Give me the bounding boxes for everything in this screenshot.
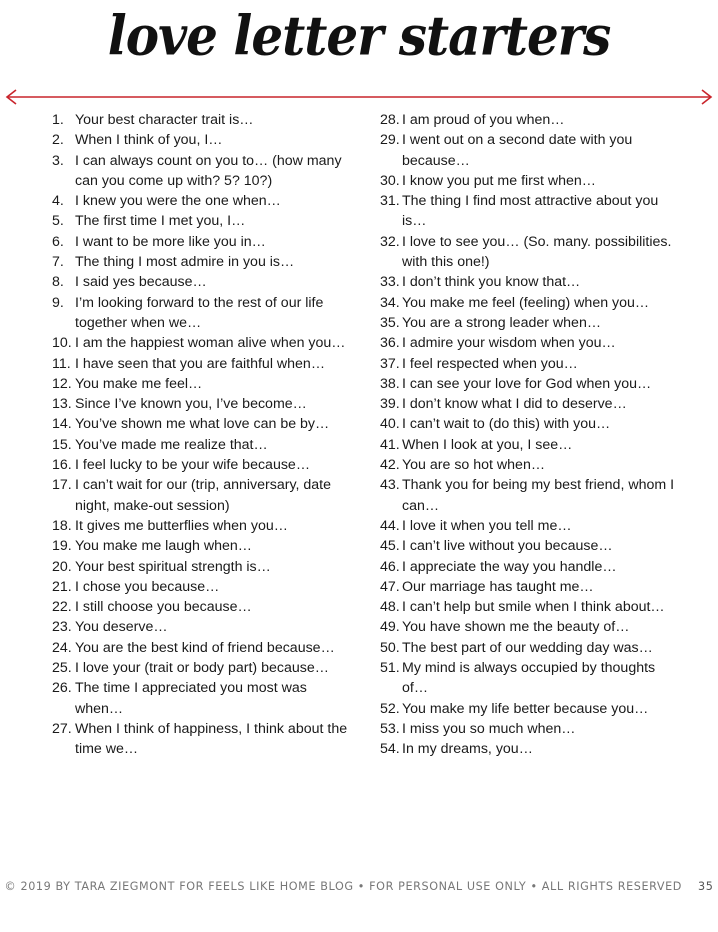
item-number: 10. <box>52 335 72 352</box>
item-number: 19. <box>52 538 72 555</box>
item-text: I can’t live without you because… <box>402 538 613 555</box>
item-number: 21. <box>52 578 72 595</box>
list-item <box>380 191 680 232</box>
item-number: 53. <box>380 720 400 737</box>
item-text: I love to see you… (So. many. possibilities. with this one!) <box>402 233 672 271</box>
item-text: When I think of you, I… <box>75 132 223 149</box>
item-number: 9. <box>52 294 64 311</box>
item-number: 12. <box>52 375 72 392</box>
list-item <box>52 252 352 272</box>
item-text: Since I’ve known you, I’ve become… <box>75 396 307 413</box>
list-item <box>380 638 680 658</box>
item-text: I feel respected when you… <box>402 355 578 372</box>
list-item <box>380 414 680 434</box>
item-text: You are the best kind of friend because… <box>75 639 335 656</box>
list-item <box>52 597 352 617</box>
list-item <box>52 557 352 577</box>
item-text: You make me laugh when… <box>75 538 252 555</box>
item-text: I still choose you because… <box>75 599 252 616</box>
item-text: Your best character trait is… <box>75 112 254 128</box>
item-text: You’ve shown me what love can be by… <box>75 416 330 433</box>
list-item <box>52 617 352 637</box>
list-item <box>380 272 680 292</box>
list-item <box>380 617 680 637</box>
item-text: You deserve… <box>75 619 168 636</box>
item-number: 16. <box>52 457 72 474</box>
item-number: 33. <box>380 274 400 291</box>
list-item <box>380 739 680 759</box>
item-text: You have shown me the beauty of… <box>402 619 630 636</box>
item-number: 35. <box>380 314 400 331</box>
item-text: In my dreams, you… <box>402 741 533 758</box>
item-text: I am the happiest woman alive when you… <box>75 335 346 352</box>
list-item <box>380 232 680 273</box>
item-number: 6. <box>52 233 64 250</box>
arrow-divider <box>4 88 714 106</box>
item-text: You make me feel… <box>75 375 203 392</box>
item-text: I can see your love for God when you… <box>402 375 652 392</box>
item-text: Thank you for being my best friend, whom I can… <box>402 477 675 514</box>
list-item <box>380 313 680 333</box>
item-number: 26. <box>52 680 72 697</box>
item-number: 17. <box>52 477 72 494</box>
item-text: I feel lucky to be your wife because… <box>75 457 311 474</box>
item-number: 32. <box>380 233 400 250</box>
item-number: 4. <box>52 193 64 210</box>
item-number: 14. <box>52 416 72 433</box>
item-number: 31. <box>380 193 400 210</box>
item-number: 29. <box>380 132 400 149</box>
list-item <box>52 354 352 374</box>
item-text: I chose you because… <box>75 578 220 595</box>
item-text: My mind is always occupied by thoughts of… <box>402 660 656 697</box>
item-number: 25. <box>52 660 72 677</box>
item-number: 27. <box>52 720 72 737</box>
item-text: I can’t wait to (do this) with you… <box>402 416 611 433</box>
item-text: The thing I find most attractive about you is… <box>402 193 659 230</box>
list-item <box>52 678 352 719</box>
item-number: 46. <box>380 558 400 575</box>
item-number: 41. <box>380 436 400 453</box>
list-item <box>380 293 680 313</box>
item-text: I knew you were the one when… <box>75 193 281 210</box>
item-text: I don’t think you know that… <box>402 274 581 291</box>
item-number: 28. <box>380 112 400 128</box>
list-item <box>380 394 680 414</box>
list-item <box>52 638 352 658</box>
item-number: 39. <box>380 396 400 413</box>
item-text: Our marriage has taught me… <box>402 578 594 595</box>
list-item <box>52 719 352 760</box>
footer <box>0 880 718 893</box>
item-text: I don’t know what I did to deserve… <box>402 396 627 413</box>
list-item <box>380 557 680 577</box>
item-number: 48. <box>380 599 400 616</box>
starters-list-right <box>380 110 680 760</box>
item-text: I love it when you tell me… <box>402 517 572 534</box>
page-number: 35 <box>698 880 714 893</box>
item-text: I love your (trait or body part) because… <box>75 660 329 677</box>
item-number: 47. <box>380 578 400 595</box>
item-number: 22. <box>52 599 72 616</box>
list-item <box>52 414 352 434</box>
item-text: I can’t wait for our (trip, anniversary, date night, make-out session) <box>75 477 332 514</box>
item-number: 18. <box>52 517 72 534</box>
item-text: I can’t help but smile when I think about… <box>402 599 665 616</box>
list-item <box>380 333 680 353</box>
list-item <box>380 658 680 699</box>
item-text: The time I appreciated you most was when… <box>75 680 307 717</box>
list-item <box>380 130 680 171</box>
item-number: 24. <box>52 639 72 656</box>
list-item <box>52 232 352 252</box>
list-item <box>52 455 352 475</box>
item-number: 51. <box>380 660 400 677</box>
list-item <box>380 455 680 475</box>
list-item <box>52 272 352 292</box>
page-title: love letter starters <box>107 3 611 68</box>
item-text: You are so hot when… <box>402 457 546 474</box>
list-item <box>380 435 680 455</box>
item-number: 44. <box>380 517 400 534</box>
list-item <box>380 597 680 617</box>
item-text: I know you put me first when… <box>402 172 596 189</box>
item-number: 30. <box>380 172 400 189</box>
list-item <box>380 719 680 739</box>
list-item <box>52 293 352 334</box>
list-item <box>52 475 352 516</box>
list-item <box>380 516 680 536</box>
item-number: 3. <box>52 152 64 169</box>
list-item <box>52 191 352 211</box>
list-item <box>52 658 352 678</box>
item-text: I went out on a second date with you because… <box>402 132 633 169</box>
item-number: 38. <box>380 375 400 392</box>
list-item <box>380 354 680 374</box>
item-text: You make me feel (feeling) when you… <box>402 294 650 311</box>
item-text: I appreciate the way you handle… <box>402 558 617 575</box>
list-item <box>380 374 680 394</box>
item-number: 7. <box>52 254 64 271</box>
list-item <box>52 516 352 536</box>
item-text: Your best spiritual strength is… <box>75 558 271 575</box>
item-number: 8. <box>52 274 64 291</box>
item-number: 52. <box>380 700 400 717</box>
list-item <box>52 151 352 192</box>
item-text: I am proud of you when… <box>402 112 565 128</box>
item-text: I admire your wisdom when you… <box>402 335 616 352</box>
item-number: 15. <box>52 436 72 453</box>
item-text: I said yes because… <box>75 274 207 291</box>
item-text: I can always count on you to… (how many can you come up with? 5? 10?) <box>75 152 342 189</box>
item-number: 45. <box>380 538 400 555</box>
item-text: I’m looking forward to the rest of our life together when we… <box>75 294 324 331</box>
list-item <box>380 110 680 130</box>
item-number: 2. <box>52 132 64 149</box>
item-number: 13. <box>52 396 72 413</box>
item-text: I want to be more like you in… <box>75 233 266 250</box>
item-number: 11. <box>52 355 71 372</box>
item-number: 34. <box>380 294 400 311</box>
item-text: When I think of happiness, I think about the time we… <box>75 720 348 758</box>
item-text: The thing I most admire in you is… <box>75 254 295 271</box>
list-item <box>380 171 680 191</box>
list-item <box>380 577 680 597</box>
list-item <box>380 475 680 516</box>
item-number: 54. <box>380 741 400 758</box>
item-number: 36. <box>380 335 400 352</box>
item-text: You are a strong leader when… <box>402 314 602 331</box>
item-text: I miss you so much when… <box>402 720 576 737</box>
list-item <box>52 577 352 597</box>
list-item <box>380 536 680 556</box>
item-number: 50. <box>380 639 400 656</box>
starters-list-left <box>52 110 352 760</box>
item-number: 40. <box>380 416 400 433</box>
list-item <box>52 130 352 150</box>
item-text: The first time I met you, I… <box>75 213 246 230</box>
item-number: 1. <box>52 112 64 128</box>
list-item <box>52 536 352 556</box>
item-text: It gives me butterflies when you… <box>75 517 288 534</box>
item-text: When I look at you, I see… <box>402 436 573 453</box>
item-number: 20. <box>52 558 72 575</box>
item-number: 49. <box>380 619 400 636</box>
item-number: 43. <box>380 477 400 494</box>
item-text: The best part of our wedding day was… <box>402 639 653 656</box>
item-text: You make my life better because you… <box>402 700 649 717</box>
list-item <box>52 211 352 231</box>
item-number: 5. <box>52 213 64 230</box>
list-item <box>52 110 352 130</box>
list-item <box>52 374 352 394</box>
list-item <box>380 699 680 719</box>
item-number: 37. <box>380 355 400 372</box>
list-item <box>52 394 352 414</box>
item-number: 42. <box>380 457 400 474</box>
copyright-text: © 2019 BY TARA ZIEGMONT FOR FEELS LIKE HOME BLOG • FOR PERSONAL USE ONLY • ALL RIGHTS RESERVED <box>4 880 683 893</box>
list-item <box>52 435 352 455</box>
list-item <box>52 333 352 353</box>
item-number: 23. <box>52 619 72 636</box>
item-text: I have seen that you are faithful when… <box>75 355 326 372</box>
item-text: You’ve made me realize that… <box>75 436 268 453</box>
